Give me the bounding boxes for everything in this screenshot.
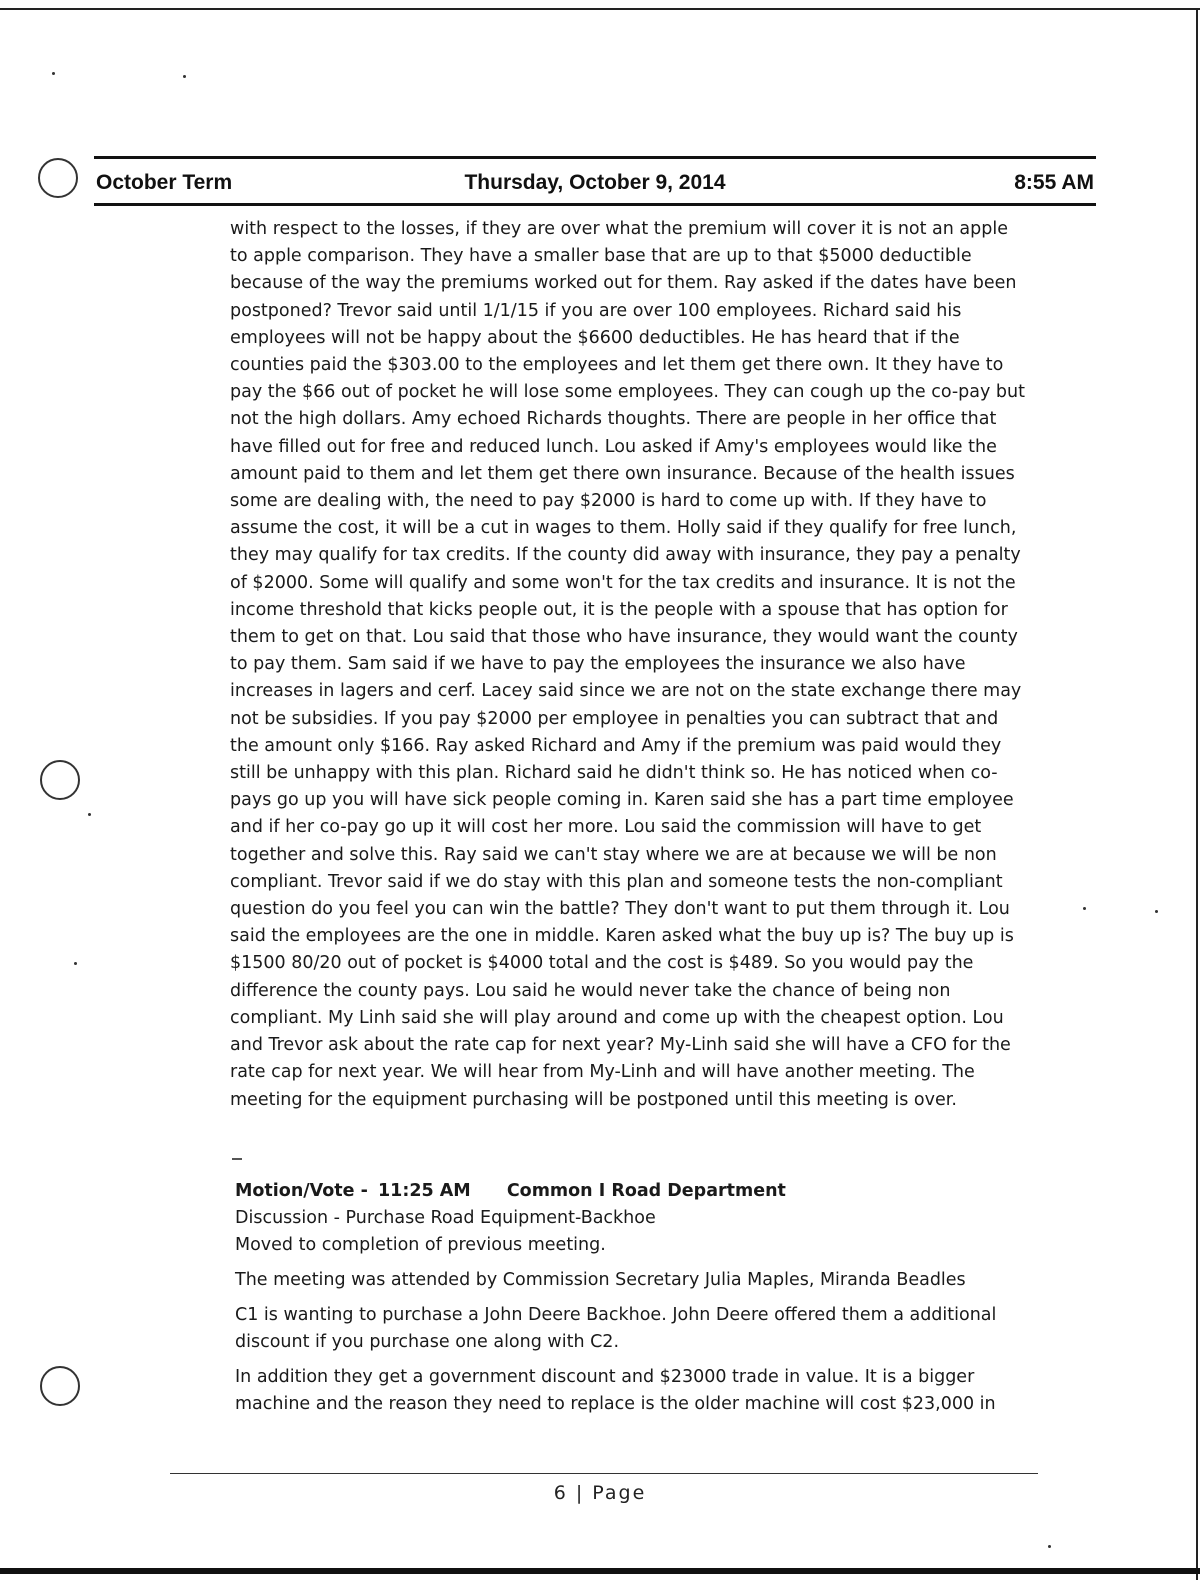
motion-time: 11:25 AM bbox=[377, 1181, 471, 1201]
header-rule-bottom bbox=[94, 203, 1096, 206]
page-edge-right bbox=[1196, 8, 1198, 1580]
scan-speck bbox=[88, 813, 91, 816]
header-rule-top bbox=[94, 156, 1096, 159]
punch-hole-icon bbox=[40, 1366, 80, 1406]
motion-heading bbox=[235, 1178, 1035, 1205]
page-edge-bottom bbox=[0, 1568, 1200, 1574]
punch-hole-icon bbox=[40, 760, 80, 800]
scan-speck bbox=[74, 962, 77, 965]
motion-paragraph-1: C1 is wanting to purchase a John Deere Backhoe. John Deere offered them a additional discount if you purchase one along with C2. bbox=[235, 1305, 997, 1352]
scan-mark bbox=[232, 1158, 242, 1160]
minutes-body bbox=[230, 216, 1030, 1114]
page-number: 6 | Page bbox=[553, 1482, 647, 1504]
scan-speck bbox=[52, 72, 55, 75]
footer-rule bbox=[170, 1473, 1038, 1474]
motion-paragraph-2: In addition they get a government discount and $23000 trade in value. It is a bigger machine and the reason they need to replace is the older machine will cost $23,000 in bbox=[235, 1367, 996, 1414]
motion-label: Motion/Vote - bbox=[235, 1181, 368, 1201]
motion-attendance: The meeting was attended by Commission Secretary Julia Maples, Miranda Beadles bbox=[235, 1270, 966, 1290]
motion-section bbox=[235, 1178, 1035, 1418]
scan-speck bbox=[1048, 1545, 1051, 1548]
minutes-paragraph: with respect to the losses, if they are over what the premium will cover it is not an apple to apple comparison. They have a smaller base that are up to that $5000 deductible because of the way the premiums worked out for them. Ray asked if the dates have been postponed? Trevor said until 1/1/15 if you are over 100 employees. Richard said his employees will not be happy about the $6600 deductibles. He has heard that if the counties paid the $303.00 to the employees and let them get there own. It they have to pay the $66 out of pocket he will lose some employees. They can cough up the co-pay but not the high dollars. Amy echoed Richards thoughts. There are people in her office that have filled out for free and reduced lunch. Lou asked if Amy's employees would like the amount paid to them and let them get there own insurance. Because of the health issues some are dealing with, the need to pay $2000 is hard to come up with. If they have to assume the cost, it will be a cut in wages to them. Holly said if they qualify for free lunch, they may qualify for tax credits. If the county did away with insurance, they pay a penalty of $2000. Some will qualify and some won't for the tax credits and insurance. It is not the income threshold that kicks people out, it is the people with a spouse that has option for them to get on that. Lou said that those who have insurance, they would want the county to pay them. Sam said if we have to pay the employees the insurance we also have increases in lagers and cerf. Lacey said since we are not on the state exchange there may not be subsidies. If you pay $2000 per employee in penalties you can subtract that and the amount only $166. Ray asked Richard and Amy if the premium was paid would they still be unhappy with this plan. Richard said he didn't think so. He has noticed when co-pays go up you will have sick people coming in. Karen said she has a part time employee and if her co-pay go up it will cost her more. Lou said the commission will have to get together and solve this. Ray said we can't stay where we are at because we will be non compliant. Trevor said if we do stay with this plan and someone tests the non-compliant question do you feel you can win the battle? They don't want to put them through it. Lou said the employees are the one in middle. Karen asked what the buy up is? The buy up is $1500 80/20 out of pocket is $4000 total and the cost is $489. So you would pay the difference the county pays. Lou said he would never take the chance of being non compliant. My Linh said she will play around and come up with the cheapest option. Lou and Trevor ask about the rate cap for next year? My-Linh said she will have a CFO for the rate cap for next year. We will hear from My-Linh and will have another meeting. The meeting for the equipment purchasing will be postponed until this meeting is over. bbox=[230, 219, 1025, 1110]
motion-moved: Moved to completion of previous meeting. bbox=[235, 1235, 606, 1255]
motion-department: Common I Road Department bbox=[506, 1181, 786, 1201]
header-term: October Term bbox=[96, 171, 233, 194]
scan-speck bbox=[183, 75, 186, 78]
motion-discussion: Discussion - Purchase Road Equipment-Backhoe bbox=[235, 1208, 656, 1228]
scan-speck bbox=[1083, 907, 1086, 910]
header-date: Thursday, October 9, 2014 bbox=[464, 171, 726, 194]
page-edge-top bbox=[0, 8, 1200, 10]
scan-speck bbox=[1155, 910, 1158, 913]
header-time: 8:55 AM bbox=[1014, 171, 1094, 194]
